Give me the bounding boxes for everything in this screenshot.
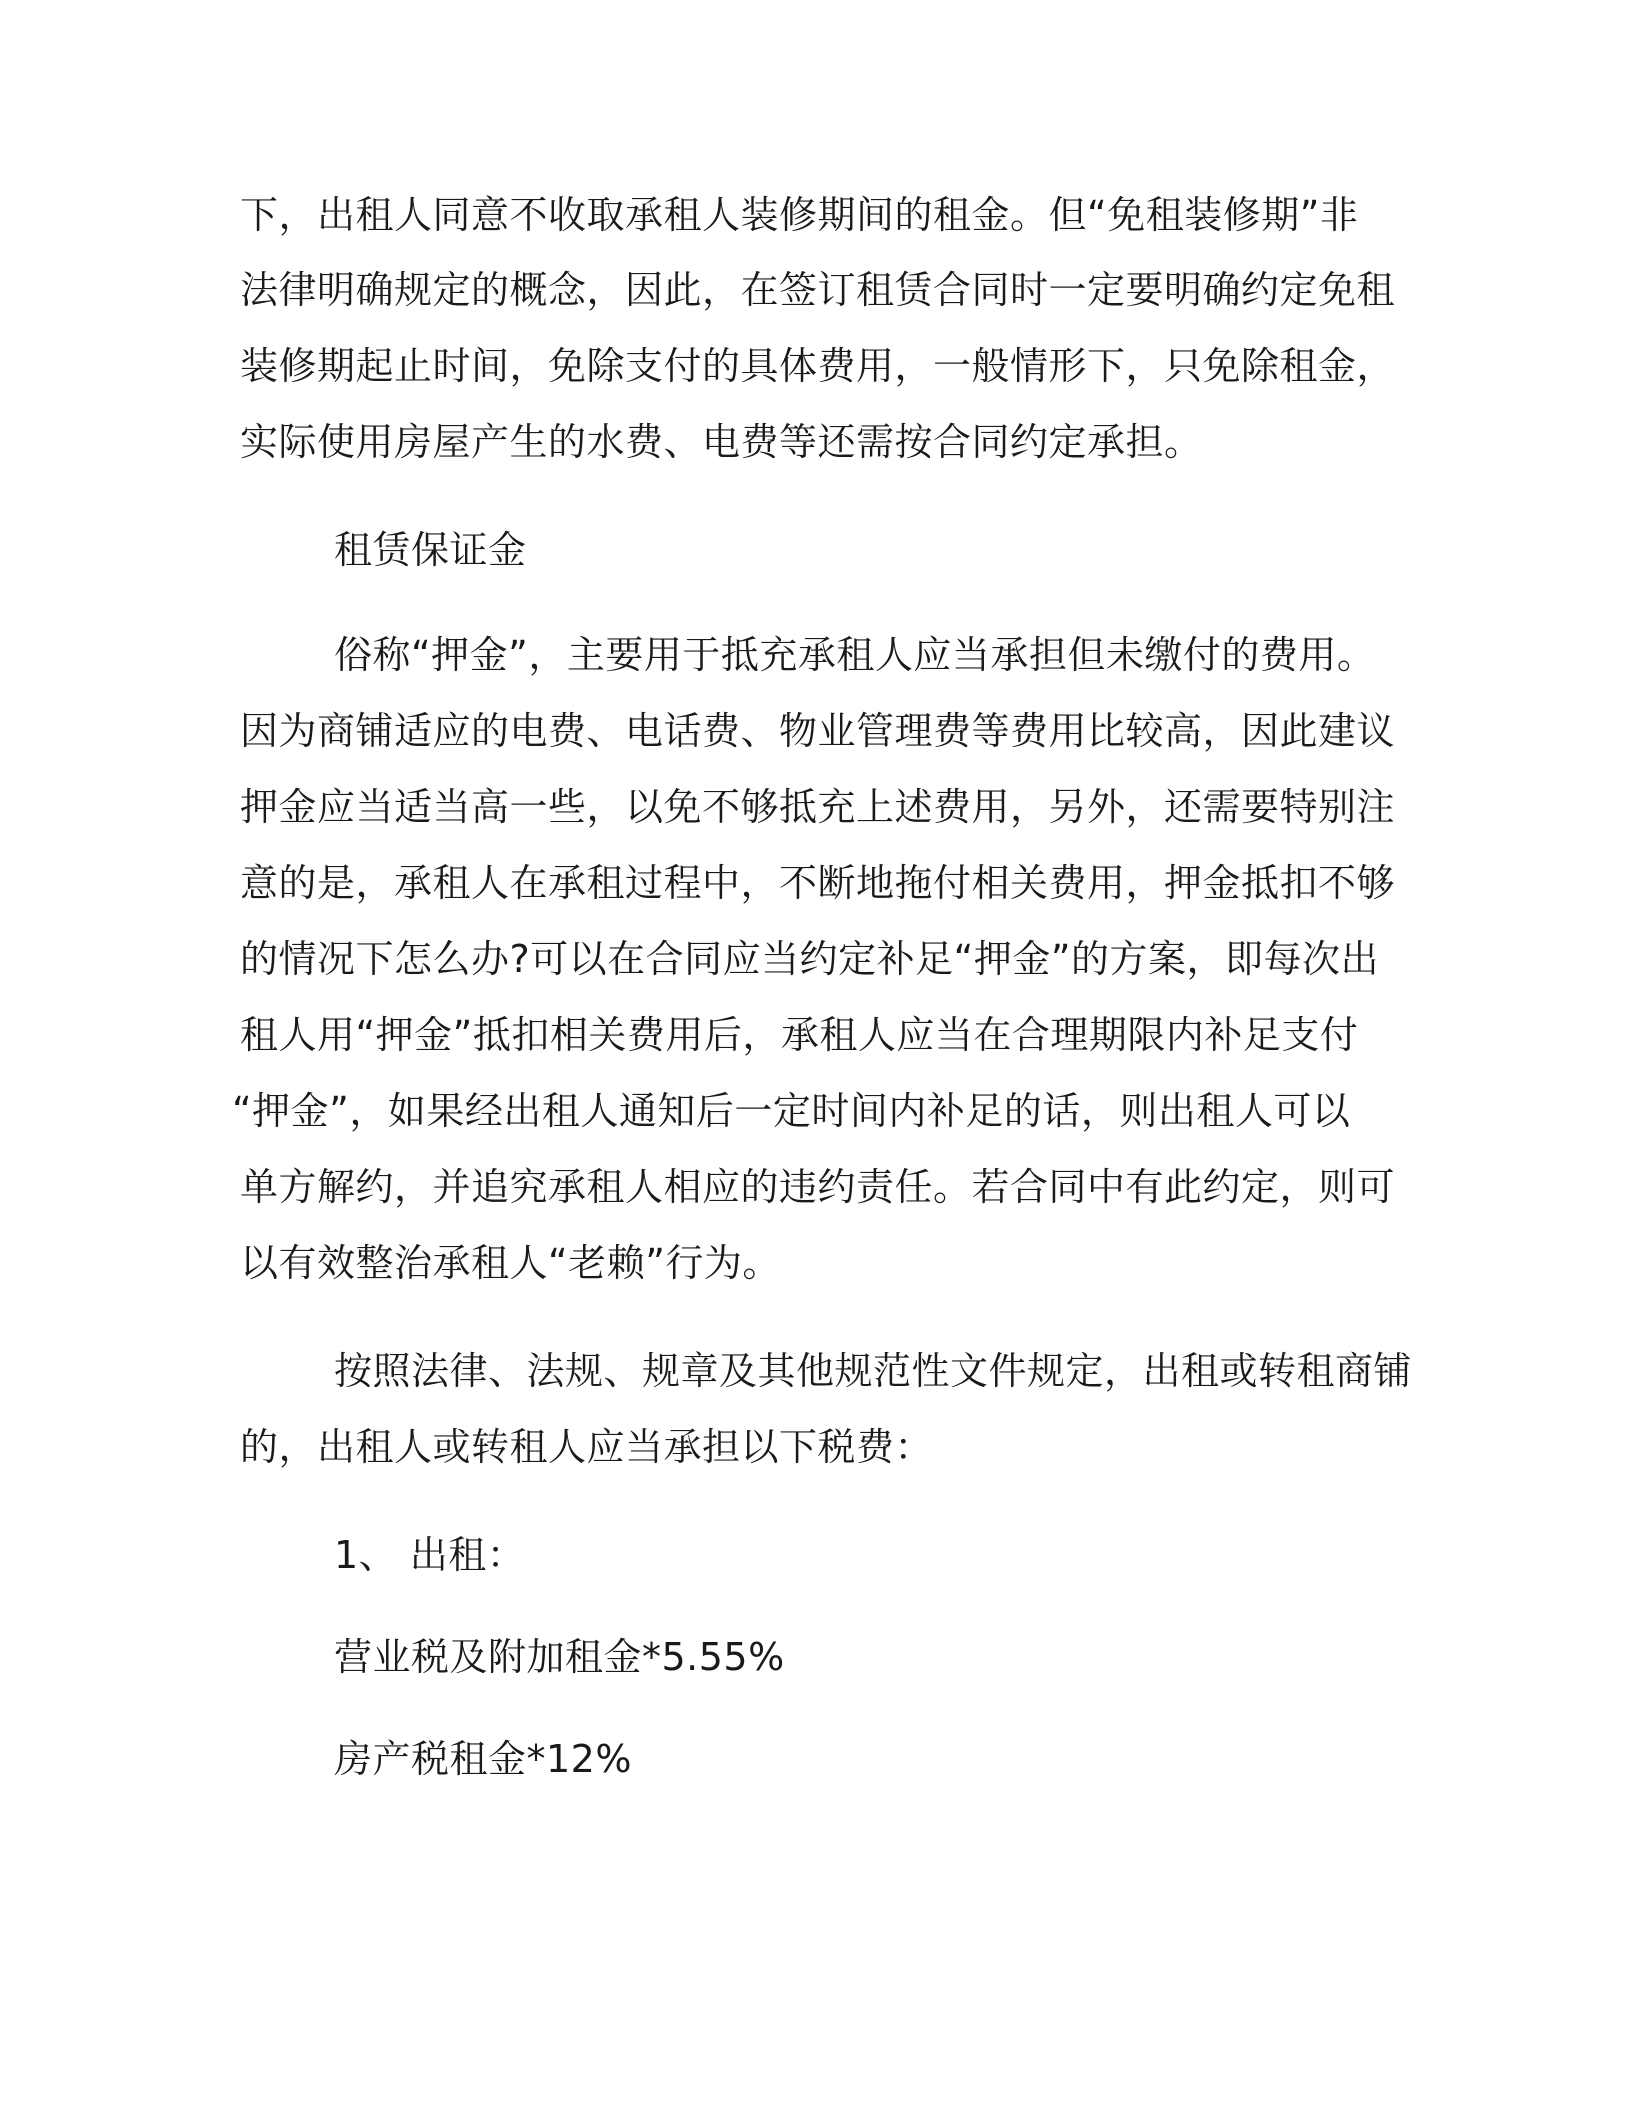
text-line: 实际使用房屋产生的水费、电费等还需按合同约定承担。 [240,420,1203,464]
tax-line-business: 营业税及附加租金*5.55% [334,1635,785,1679]
text-line: 的，出租人或转租人应当承担以下税费： [240,1425,934,1469]
text-line: 法律明确规定的概念，因此，在签订租赁合同时一定要明确约定免租 [240,268,1396,312]
text-line: 的情况下怎么办?可以在合同应当约定补足“押金”的方案，即每次出 [240,937,1380,981]
list-item-heading: 1、 出租： [334,1533,526,1577]
text-line: 押金应当适当高一些，以免不够抵充上述费用，另外，还需要特别注 [240,785,1396,829]
text-line: “押金”，如果经出租人通知后一定时间内补足的话，则出租人可以 [232,1089,1351,1133]
text-line: 以有效整治承租人“老赖”行为。 [240,1241,781,1285]
text-line: 俗称“押金”，主要用于抵充承租人应当承担但未缴付的费用。 [334,633,1376,677]
text-line: 按照法律、法规、规章及其他规范性文件规定，出租或转租商铺 [334,1349,1413,1393]
text-line: 因为商铺适应的电费、电话费、物业管理费等费用比较高，因此建议 [240,709,1396,753]
section-heading-deposit: 租赁保证金 [334,528,527,572]
tax-line-property: 房产税租金*12% [334,1737,632,1781]
text-line: 租人用“押金”抵扣相关费用后，承租人应当在合理期限内补足支付 [240,1013,1359,1057]
text-line: 装修期起止时间，免除支付的具体费用，一般情形下，只免除租金， [240,344,1396,388]
text-line: 意的是，承租人在承租过程中，不断地拖付相关费用，押金抵扣不够 [240,861,1396,905]
text-line: 单方解约，并追究承租人相应的违约责任。若合同中有此约定，则可 [240,1165,1396,1209]
text-line: 下，出租人同意不收取承租人装修期间的租金。但“免租装修期”非 [240,193,1359,237]
